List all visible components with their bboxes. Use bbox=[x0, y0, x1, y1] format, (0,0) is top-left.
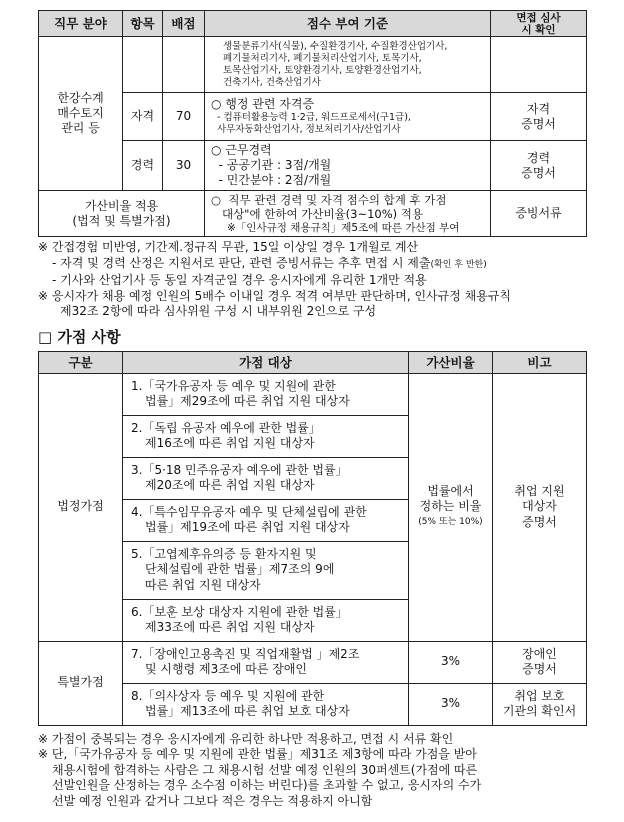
qual-criteria: ○ 행정 관련 자격증 - 컴퓨터활용능력 1·2급, 워드프로세서(구1급), 사무자동화산업기사, 정보처리기사/산업기사 bbox=[205, 93, 491, 141]
note-line: - 기사와 산업기사 등 동일 자격군일 경우 응시자에게 유리한 1개만 적용 bbox=[52, 273, 427, 287]
special-item-8: 8.「의사상자 등 예우 및 지원에 관한 법률」제13조에 따른 취업 보호 대상자 bbox=[123, 683, 409, 725]
qual-item: 자격 bbox=[123, 93, 163, 141]
note-line: ※ 가점이 중복되는 경우 응시자에게 유리한 하나만 적용하고, 면접 시 서류 확인 bbox=[38, 731, 454, 746]
header-target: 가점 대상 bbox=[123, 351, 409, 373]
note-line: - 자격 및 경력 산정은 지원서로 판단, 관련 증빙서류는 추후 면접 시 제출(확인 후 반한) bbox=[52, 255, 487, 270]
note-line: 제32조 2항에 따라 심사위원 구성 시 내부위원 2인으로 구성 bbox=[60, 304, 377, 318]
special-rate-8: 3% bbox=[409, 683, 493, 725]
career-score: 30 bbox=[163, 141, 205, 191]
career-item: 경력 bbox=[123, 141, 163, 191]
header-item: 항목 bbox=[123, 11, 163, 37]
legal-item-3: 3.「5·18 민주유공자 예우에 관한 법률」 제20조에 따른 취업 지원 대상자 bbox=[123, 457, 409, 499]
header-category: 구분 bbox=[39, 351, 123, 373]
qual-list-top: 생물분류기사(식물), 수질환경기사, 수질환경산업기사, 폐기물처리기사, 폐기물처리산업기사, 토목기사, 토목산업기사, 토양환경기사, 토양환경산업기사, 건축기사, 건축산업기사 bbox=[205, 37, 491, 93]
note-line: 선발인원을 산정하는 경우 소수점 이하는 버린다)를 초과할 수 없고, 응시자의 수가 bbox=[52, 778, 482, 792]
bonus-criteria: ○ 직무 관련 경력 및 자격 점수의 합계 후 가점 대상"에 한하여 가산비율(3~10%) 적용 ※「인사규정 채용규칙」제5조에 따른 가산점 부여 bbox=[205, 191, 491, 237]
legal-item-6: 6.「보훈 보상 대상자 지원에 관한 법률」 제33조에 따른 취업 지원 대상자 bbox=[123, 599, 409, 641]
document bbox=[38, 10, 586, 809]
bonus-confirm: 증빙서류 bbox=[491, 191, 587, 237]
legal-item-2: 2.「독립 유공자 예우에 관한 법률」 제16조에 따른 취업 지원 대상자 bbox=[123, 415, 409, 457]
qual-confirm: 자격 증명서 bbox=[491, 93, 587, 141]
evaluation-table bbox=[38, 10, 587, 237]
qual-score: 70 bbox=[163, 93, 205, 141]
note-line: ※ 간접경험 미반영, 기간제.정규직 무관, 15일 이상일 경우 1개월로 계산 bbox=[38, 240, 419, 254]
notes-2 bbox=[38, 732, 586, 810]
field-cell: 한강수계 매수토지 관리 등 bbox=[39, 37, 123, 191]
legal-note: 취업 지원 대상자 증명서 bbox=[493, 373, 587, 641]
special-note-8: 취업 보호 기관의 확인서 bbox=[493, 683, 587, 725]
bonus-table bbox=[38, 351, 587, 726]
special-label: 특별가점 bbox=[39, 641, 123, 725]
note-line: 채용시험에 합격하는 사람은 그 채용시험 선발 예정 인원의 30퍼센트(가점에 따른 bbox=[52, 762, 478, 777]
special-item-7: 7.「장애인고용촉진 및 직업재활법 」제2조 및 시행령 제3조에 따른 장애인 bbox=[123, 641, 409, 683]
header-confirm-line: 시 확인 bbox=[521, 23, 556, 36]
special-rate-7: 3% bbox=[409, 641, 493, 683]
section-title: □ 가점 사항 bbox=[38, 327, 121, 346]
header-score: 배점 bbox=[163, 11, 205, 37]
career-confirm: 경력 증명서 bbox=[491, 141, 587, 191]
career-criteria: ○ 근무경력 - 공공기관 : 3점/개월 - 민간분야 : 2점/개월 bbox=[205, 141, 491, 191]
header-confirm-line: 면접 심사 bbox=[516, 11, 561, 24]
legal-item-1: 1.「국가유공자 등 예우 및 지원에 관한 법률」제29조에 따른 취업 지원 대상자 bbox=[123, 373, 409, 415]
legal-item-5: 5.「고엽제후유의증 등 환자지원 및 단체설립에 관한 법률」제7조의 9에 따른 취업 지원 대상자 bbox=[123, 541, 409, 599]
header-criteria: 점수 부여 기준 bbox=[205, 11, 491, 37]
header-field: 직무 분야 bbox=[39, 11, 123, 37]
note-line: ※ 단,「국가유공자 등 예우 및 지원에 관한 법률」제31조 제3항에 따라 가점을 받아 bbox=[38, 747, 477, 761]
header-confirm bbox=[491, 11, 587, 37]
legal-rate: 법률에서 정하는 비율 (5% 또는 10%) bbox=[409, 373, 493, 641]
note-line: 선발 예정 인원과 같거나 그보다 적은 경우는 적용하지 아니함 bbox=[52, 793, 373, 808]
legal-label: 법정가점 bbox=[39, 373, 123, 641]
header-rate: 가산비율 bbox=[409, 351, 493, 373]
note-line: ※ 응시자가 채용 예정 인원의 5배수 이내일 경우 적격 여부만 판단하며, 인사규정 채용규칙 bbox=[38, 288, 512, 303]
legal-item-4: 4.「특수임무유공자 예우 및 단체설립에 관한 법률」제19조에 따른 취업 지원 대상자 bbox=[123, 499, 409, 541]
header-remark: 비고 bbox=[493, 351, 587, 373]
bonus-label: 가산비율 적용 (법적 및 특별가점) bbox=[39, 191, 205, 237]
notes-1 bbox=[38, 240, 586, 320]
special-note-7: 장애인 증명서 bbox=[493, 641, 587, 683]
